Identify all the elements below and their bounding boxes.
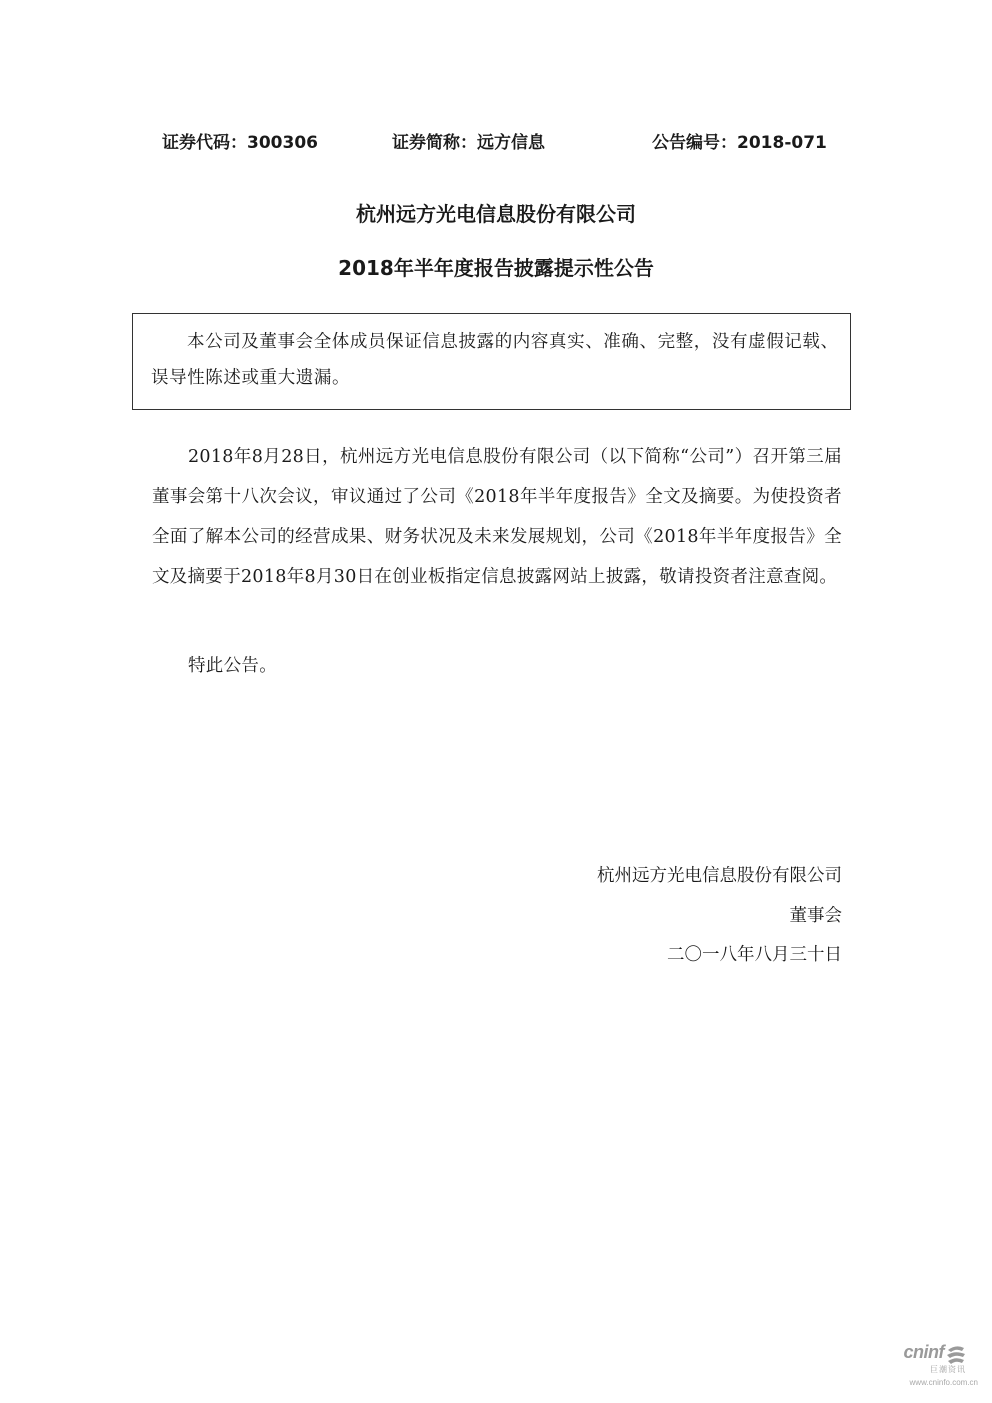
statement-text: 本公司及董事会全体成员保证信息披露的内容真实、准确、完整，没有虚假记载、误导性陈述或重大遗漏。 — [151, 332, 839, 388]
document-header — [162, 128, 842, 154]
statement-box — [132, 313, 851, 410]
company-title: 杭州远方光电信息股份有限公司 — [356, 202, 636, 226]
stock-code: 证券代码：300306 — [162, 133, 318, 153]
signature-date: 二〇一八年八月三十日 — [667, 945, 842, 965]
closing-text: 特此公告。 — [188, 656, 277, 676]
signature-board: 董事会 — [789, 906, 842, 926]
stock-abbreviation: 证券简称：远方信息 — [392, 133, 545, 153]
signature-company: 杭州远方光电信息股份有限公司 — [597, 866, 842, 886]
cninfo-logo-icon — [944, 1344, 968, 1366]
watermark-brand: cninf — [903, 1342, 944, 1362]
watermark-url: www.cninfo.com.cn — [909, 1378, 978, 1387]
body-paragraph: 2018年8月28日，杭州远方光电信息股份有限公司（以下简称“公司”）召开第三届董事会第十八次会议，审议通过了公司《2018年半年度报告》全文及摘要。为使投资者全面了解本公司的经营成果、财务状况及未来发展规划，公司《2018年半年度报告》全文及摘要于2018年8月30日在创业板指定信息披露网站上披露，敬请投资者注意查阅。 — [152, 447, 842, 587]
watermark-cn-name: 巨潮资讯 — [930, 1365, 966, 1374]
cninfo-watermark — [868, 1342, 978, 1392]
notice-number: 公告编号：2018-071 — [652, 133, 827, 153]
notice-title: 2018年半年度报告披露提示性公告 — [338, 256, 654, 280]
